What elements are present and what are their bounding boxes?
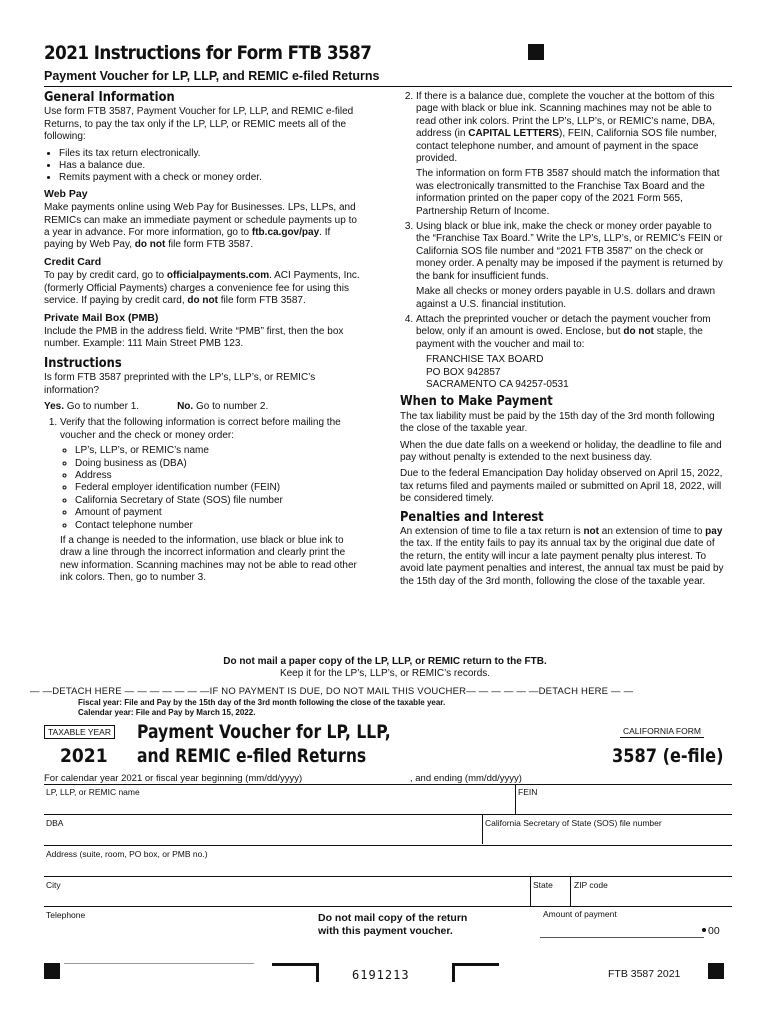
instructions-list: [44, 417, 362, 584]
text-span: . If paying by Web Pay,: [44, 227, 331, 251]
no-label: No.: [177, 400, 194, 412]
item-text: If a change is needed to the information, use black or blue ink to draw a line through the incorrect information and clearly print the new information. Scanning machines may not be able to read other ink colors. Then, go to number 3.: [60, 535, 357, 584]
registration-mark: [708, 963, 724, 979]
california-form-label: CALIFORNIA FORM: [620, 725, 704, 738]
yes-label: Yes.: [44, 400, 65, 412]
zip-field-label: ZIP code: [574, 880, 608, 890]
sos-field[interactable]: [483, 828, 732, 844]
voucher-title: [137, 720, 391, 768]
due-date-note: [78, 698, 445, 718]
general-information-heading: General Information: [44, 89, 175, 105]
list-item: [416, 221, 724, 311]
web-pay-link[interactable]: ftb.ca.gov/pay: [251, 227, 320, 239]
pmb-heading: Private Mail Box (PMB): [44, 311, 159, 324]
detach-line: — —DETACH HERE — — — — — — —IF NO PAYMENT IS DUE, DO NOT MAIL THIS VOUCHER— — — — — —DETACH HERE — —: [30, 686, 634, 697]
when-text: When the due date falls on a weekend or holiday, the deadline to file and pay without penalty is extended to the next business day.: [400, 439, 722, 463]
list-item: ◦ Amount of payment: [75, 507, 362, 519]
decimal-point: [702, 928, 706, 932]
item-text: 1. Verify that the following information is correct before mailing the voucher and the check or money order:: [60, 417, 341, 441]
detach-center-label: IF NO PAYMENT IS DUE, DO NOT MAIL THIS VOUCHER: [209, 686, 467, 697]
when-text: Due to the federal Emancipation Day holiday observed on April 15, 2022, tax returns filed and payments mailed or submitted on April 18, 2022, will be considered timely.: [400, 468, 723, 505]
name-field[interactable]: [44, 797, 514, 813]
address-field-label: Address (suite, room, PO box, or PMB no.): [46, 849, 208, 859]
no-mail-line: with this payment voucher.: [318, 925, 453, 937]
voucher-title-line: and REMIC e-filed Returns: [137, 745, 367, 767]
web-pay-text: [44, 202, 362, 252]
telephone-field[interactable]: [44, 920, 284, 936]
fein-field-label: FEIN: [518, 787, 538, 797]
scan-corner-right: [452, 963, 499, 982]
taxable-year-label: TAXABLE YEAR: [44, 725, 115, 739]
list-item: ◦ California Secretary of State (SOS) file number: [75, 495, 362, 507]
tax-year: 2021: [60, 745, 108, 767]
list-item: [416, 314, 724, 391]
form-rule: [44, 906, 732, 907]
text-span: An extension of time to file a tax return is: [400, 526, 584, 537]
calendar-line: Calendar year: File and Pay by March 15, 2022.: [78, 708, 256, 717]
text-span: To pay by credit card, go to: [44, 270, 167, 282]
no-mail-note: [318, 912, 467, 938]
list-item: ◦ Contact telephone number: [75, 520, 362, 532]
scan-corner-left: [272, 963, 319, 982]
header-rule: [44, 86, 732, 87]
item-text: [416, 314, 724, 351]
zip-field[interactable]: [571, 890, 732, 906]
emphasis: do not: [623, 326, 654, 338]
text-span: If there is a balance due, complete the voucher at the bottom of this page with black or blue ink. Scanning machines may not be able to read other ink colors. Print the LP’s, LLP’s, or REMIC’s name, DBA, address (in: [416, 91, 716, 140]
address-line: SACRAMENTO CA 94257-0531: [426, 378, 569, 390]
list-item: • Has a balance due.: [59, 160, 362, 172]
dba-field-label: DBA: [46, 818, 64, 828]
voucher-title-line: Payment Voucher for LP, LLP,: [137, 721, 391, 743]
list-item: • Remits payment with a check or money order.: [59, 172, 362, 184]
emphasis: not: [583, 526, 599, 537]
text-span: the tax. If the entity fails to pay its annual tax by the original due date of the return, the entity will incur a late payment penalty plus interest. To avoid late payment penalties and interest, the annual tax must be paid by the 15th day of the 3rd month, following the close of the taxable year.: [400, 538, 724, 587]
fiscal-line: Fiscal year: File and Pay by the 15th day of the 3rd month following the close of the taxable year.: [78, 698, 446, 707]
detach-right-label: DETACH HERE: [538, 686, 609, 697]
general-bullets: [44, 148, 362, 185]
verify-bullets: [60, 445, 362, 532]
form-rule: [44, 876, 732, 877]
mail-note-line: Keep it for the LP’s, LLP’s, or REMIC’s records.: [279, 668, 491, 679]
amount-field-label: Amount of payment: [543, 909, 617, 919]
emphasis: CAPITAL LETTERS: [468, 128, 559, 140]
amount-cents: 00: [708, 925, 720, 937]
state-field[interactable]: [531, 890, 569, 906]
text-span: Attach the preprinted voucher or detach the payment voucher from below, only if an amount is owed. Enclose, but: [416, 313, 711, 338]
text-span: Go to number 2.: [193, 400, 269, 412]
yes-no-line: [44, 401, 362, 413]
pmb-text: Include the PMB in the address field. Write “PMB” first, then the box number. Example: 111 Main Street PMB 123.: [44, 325, 344, 350]
year-range-line: [44, 773, 302, 784]
text-span: an extension of time to: [598, 526, 706, 537]
telephone-field-label: Telephone: [46, 910, 86, 920]
instructions-list-continued: [400, 91, 724, 391]
form-id-footer: FTB 3587 2021: [608, 968, 681, 980]
emphasis: do not: [187, 295, 218, 307]
official-payments-link[interactable]: officialpayments.com: [166, 270, 270, 282]
list-item: ◦ Federal employer identification number (FEIN): [75, 482, 362, 494]
name-field-label: LP, LLP, or REMIC name: [46, 787, 140, 797]
penalties-text: [400, 526, 724, 588]
when-text: The tax liability must be paid by the 15th day of the 3rd month following the close of the taxable year.: [400, 410, 715, 435]
no-mail-line: Do not mail copy of the return: [318, 912, 468, 924]
text-span: . ACI Payments, Inc. (formerly Official Payments) charges a convenience fee for using this service. If paying by credit card,: [44, 270, 360, 307]
form-rule: [44, 845, 732, 846]
page-subtitle: Payment Voucher for LP, LLP, and REMIC e-filed Returns: [44, 69, 380, 83]
fein-field[interactable]: [516, 797, 732, 813]
mail-note: [0, 656, 770, 680]
page-title: 2021 Instructions for Form FTB 3587: [44, 42, 372, 64]
item-text: 3. Using black or blue ink, make the check or money order payable to the “Franchise Tax Board.” Write the LP’s, LLP’s, or REMIC’s FEIN or California SOS file number and “2021 FTB 3587” on the check or money order. A penalty may be imposed if the payment is returned by the bank for insufficient funds.: [416, 221, 723, 282]
text-span: Go to number 1.: [64, 400, 140, 412]
text-span: file form FTB 3587.: [217, 295, 306, 307]
city-field-label: City: [46, 880, 61, 890]
state-field-label: State: [533, 880, 553, 890]
amount-field[interactable]: [540, 922, 704, 938]
sos-field-label: California Secretary of State (SOS) file number: [485, 818, 662, 828]
right-column: [400, 91, 724, 592]
detach-left-label: DETACH HERE: [52, 686, 122, 697]
city-field[interactable]: [44, 890, 528, 906]
instructions-heading: Instructions: [44, 354, 122, 371]
list-item: [416, 91, 724, 218]
text-span: ), FEIN, California SOS file number, contact telephone number, and amount of payment in the space provided.: [416, 128, 717, 165]
item-text: [416, 91, 724, 165]
list-item: • Files its tax return electronically.: [59, 148, 362, 160]
registration-mark: [44, 963, 60, 979]
item-text: Make all checks or money orders payable in U.S. dollars and drawn against a U.S. financial institution.: [416, 286, 716, 310]
text-span: Make payments online using Web Pay for Businesses. LPs, LLPs, and REMICs can make an immediate payment or schedule payments up to a year in advance. For more information, go to: [44, 202, 357, 239]
form-rule: [44, 814, 732, 815]
when-to-pay-heading: When to Make Payment: [400, 393, 553, 410]
form-number: 3587 (e-file): [612, 745, 724, 767]
text-span: file form FTB 3587.: [165, 239, 254, 251]
amount-underline: [540, 937, 704, 938]
address-field[interactable]: [44, 859, 732, 875]
mailing-address: [426, 354, 724, 391]
credit-card-heading: Credit Card: [44, 255, 102, 268]
text-span: staple, the payment with the voucher and mail to:: [416, 326, 703, 350]
list-item: ◦ Doing business as (DBA): [75, 458, 362, 470]
address-line: FRANCHISE TAX BOARD: [426, 354, 544, 366]
dba-field[interactable]: [44, 828, 480, 844]
left-column: [44, 91, 362, 588]
instructions-question: Is form FTB 3587 preprinted with the LP’s, LLP’s, or REMIC’s information?: [44, 372, 316, 396]
item-text: The information on form FTB 3587 should match the information that was electronically transmitted to the Franchise Tax Board and the information printed on the paper copy of the 2021 Form 565, Partnership Return of Income.: [416, 168, 720, 217]
ending-label: , and ending (mm/dd/yyyy): [410, 773, 522, 784]
list-item: ◦ Address: [75, 470, 362, 482]
barcode-number: 6191213: [352, 968, 410, 982]
emphasis: pay: [705, 526, 723, 537]
year-range-prefix: For calendar year 2021 or fiscal year beginning (mm/dd/yyyy): [44, 773, 303, 784]
list-item: [60, 417, 362, 584]
registration-mark: [528, 44, 544, 60]
credit-card-text: [44, 270, 362, 307]
mail-note-line: Do not mail a paper copy of the LP, LLP, or REMIC return to the FTB.: [223, 656, 547, 667]
address-line: PO BOX 942857: [426, 366, 501, 378]
penalties-heading: Penalties and Interest: [400, 508, 544, 525]
scan-line: [64, 963, 254, 964]
general-information-text: Use form FTB 3587, Payment Voucher for LP, LLP, and REMIC e-filed Returns, to pay the tax only if the LP, LLP, or REMIC meets all of the following:: [44, 106, 354, 143]
list-item: ◦ LP’s, LLP’s, or REMIC’s name: [75, 445, 362, 457]
emphasis: do not: [134, 239, 166, 251]
web-pay-heading: Web Pay: [44, 187, 88, 200]
form-rule: [44, 784, 732, 785]
